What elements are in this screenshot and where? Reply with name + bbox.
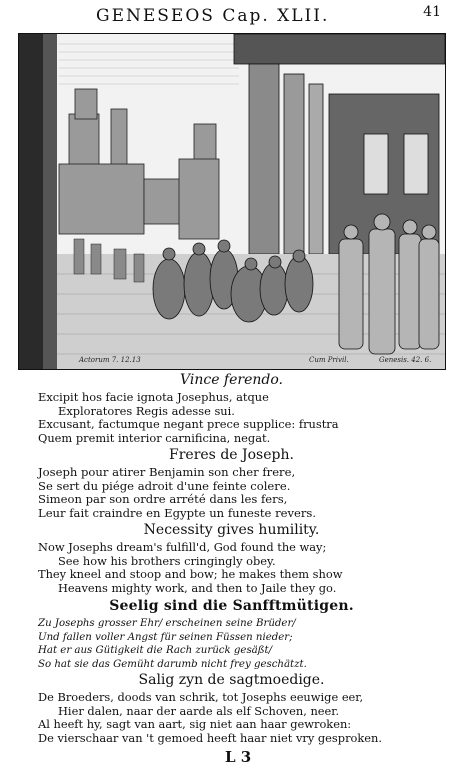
german-verse [0,598,463,671]
latin-line-3: Excusant, factumque negant prece supplice: frustra [38,417,339,432]
dutch-line-2: Hier dalen, naar der aarde als elf Schoven, neer. [58,703,340,718]
french-line-2: Se sert du piége adroit d'une feinte colere. [38,478,291,493]
latin-line-1: Excipit hos facie ignota Josephus, atque [38,390,269,404]
dutch-line-1: De Broeders, doods van schrik, tot Josephs eeuwige eer, [38,690,364,704]
french-heading: Freres de Joseph. [169,447,294,463]
plate-caption-left: Actorum 7. 12.13 [79,356,141,364]
engraving-scene [19,34,445,369]
dutch-line-4: De vierschaar van 't gemoed heeft haar niet vry gesproken. [38,730,382,745]
plate-caption-privilege: Cum Privil. [309,356,349,364]
page-number: 41 [423,4,441,20]
english-line-4: Heavens mighty work, and then to Jaile they go. [58,580,337,595]
running-title: GENESEOS Cap. XLII. [96,6,330,26]
latin-line-2: Exploratores Regis adesse sui. [58,403,235,418]
german-line-2: Und fallen voller Angst für seinen Füssen nieder; [38,631,293,643]
latin-heading: Vince ferendo. [180,372,283,388]
german-heading: Seelig sind die Sanfftmütigen. [109,598,354,614]
joseph-and-court [339,214,439,354]
page-header [0,0,463,30]
dutch-verse [0,672,463,745]
french-line-1: Joseph pour atirer Benjamin son cher frere, [38,465,296,479]
latin-verse [0,372,463,445]
dutch-heading: Salig zyn de sagtmoedige. [138,672,325,688]
english-line-3: They kneel and stoop and bow; he makes them show [38,567,343,582]
french-verse [0,447,463,520]
engraving-illustration [18,33,446,370]
english-heading: Necessity gives humility. [143,522,320,538]
plate-caption-right: Genesis. 42. 6. [379,356,432,364]
english-line-1: Now Josephs dream's fulfill'd, God found the way; [38,540,327,554]
german-line-1: Zu Josephs grosser Ehr/ erscheinen seine Brüder/ [38,618,296,629]
french-line-4: Leur fait craindre en Egypte un funeste revers. [38,505,317,520]
german-line-4: So hat sie das Gemüht darumb nicht frey geschätzt. [38,658,307,670]
latin-line-4: Quem premit interior carnificina, negat. [38,430,271,445]
german-line-3: Hat er aus Gütigkeit die Rach zurück gesäßt/ [38,645,273,657]
english-verse [0,522,463,595]
dutch-line-3: Al heeft hy, sagt van aart, sig niet aan haar gewroken: [38,717,352,732]
french-line-3: Simeon par son ordre arrété dans les fers, [38,492,288,507]
signature-mark: L 3 [225,748,252,766]
english-line-2: See how his brothers cringingly obey. [58,553,276,568]
